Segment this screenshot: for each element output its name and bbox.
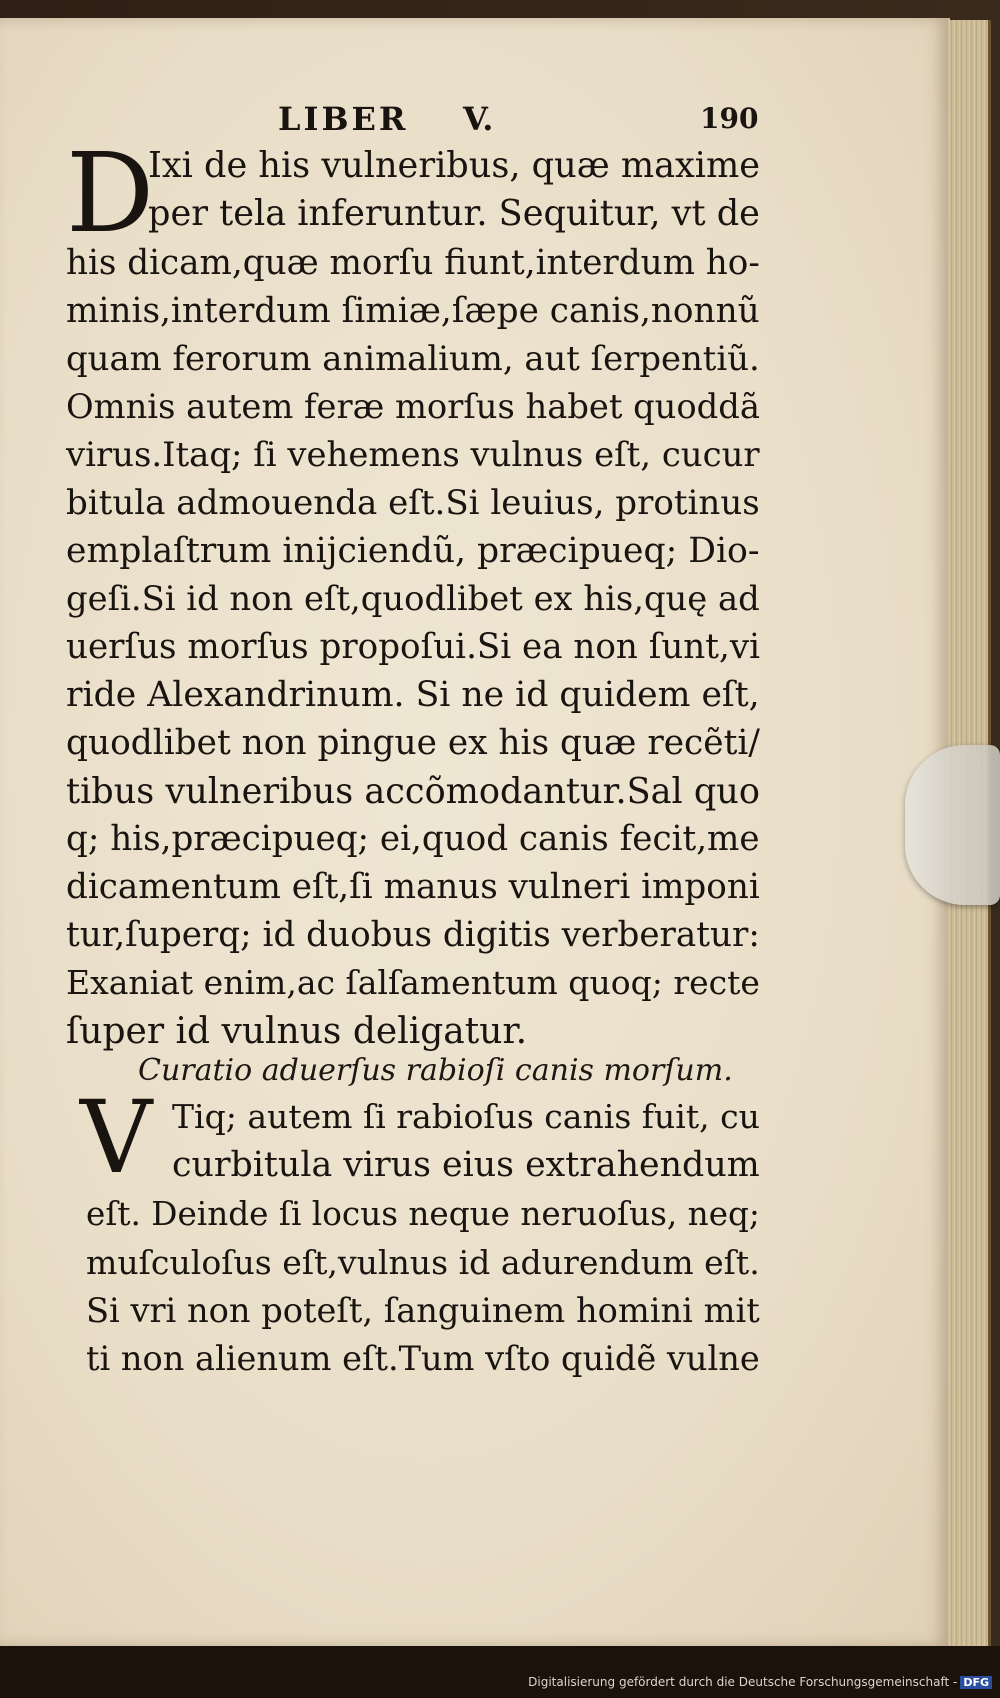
text-line: ride Alexandrinum. Si ne id quidem eſt,: [66, 675, 760, 715]
text-line: emplaſtrum inijciendũ, præcipueq; Dio-: [66, 531, 760, 571]
text-line: bitula admouenda eſt.Si leuius, protinus: [66, 483, 760, 523]
text-line: Tiq; autem ſi rabioſus canis fuit, cu: [172, 1097, 760, 1136]
text-line: geſi.Si id non eſt,quodlibet ex his,quę ad: [66, 579, 760, 618]
text-line: Omnis autem feræ morſus habet quoddã: [66, 387, 760, 426]
text-line: tur,ſuperq; id duobus digitis verberatur:: [66, 915, 760, 955]
bottom-band: [0, 1646, 1000, 1698]
text-line: dicamentum eſt,ſi manus vulneri imponi: [66, 867, 760, 907]
text-line: ſuper id vulnus deligatur.: [66, 1011, 528, 1052]
text-line: muſculoſus eſt,vulnus id adurendum eſt.: [86, 1243, 760, 1282]
text-line: eſt. Deinde ſi locus neque neruoſus, neq;: [86, 1195, 760, 1233]
text-line: minis,interdum ſimiæ,ſæpe canis,nonnũ: [66, 291, 760, 331]
digitization-credit: [528, 1675, 992, 1689]
text-line: ti non alienum eſt.Tum vſto quidẽ vulne: [86, 1339, 760, 1378]
text-line: uerſus morſus propoſui.Si ea non ſunt,vi: [66, 627, 760, 667]
text-line: his dicam,quæ morſu fiunt,interdum ho-: [66, 243, 760, 283]
drop-cap-initial: D: [66, 129, 155, 257]
text-line: virus.Itaq; ſi vehemens vulnus eſt, cucur: [66, 435, 760, 474]
text-line: quam ferorum animalium, aut ſerpentiũ.: [66, 339, 760, 378]
credit-text: Digitalisierung gefördert durch die Deutsche Forschungsgemeinschaft -: [528, 1675, 958, 1689]
text-line: q; his,præcipueq; ei,quod canis fecit,me: [66, 819, 760, 859]
text-line: Exaniat enim,ac ſalſamentum quoq; recte: [66, 963, 760, 1002]
section-heading: Curatio aduerſus rabioſi canis morſum.: [138, 1053, 733, 1088]
text-line: quodlibet non pingue ex his quæ recẽti/: [66, 723, 760, 763]
drop-cap-initial: V: [80, 1079, 153, 1196]
page-number: 190: [700, 102, 759, 135]
running-title: LIBER: [278, 100, 409, 138]
text-line: Ixi de his vulneribus, quæ maxime: [148, 145, 761, 186]
text-line: curbitula virus eius extrahendum: [172, 1145, 760, 1185]
book-number: V.: [463, 100, 494, 138]
bookmark-clip: [905, 745, 1000, 905]
dfg-logo: DFG: [960, 1676, 992, 1689]
text-line: per tela inferuntur. Sequitur, vt de: [148, 193, 760, 234]
text-line: Si vri non poteſt, ſanguinem homini mit: [86, 1291, 760, 1330]
text-line: tibus vulneribus accõmodantur.Sal quo: [66, 771, 760, 812]
